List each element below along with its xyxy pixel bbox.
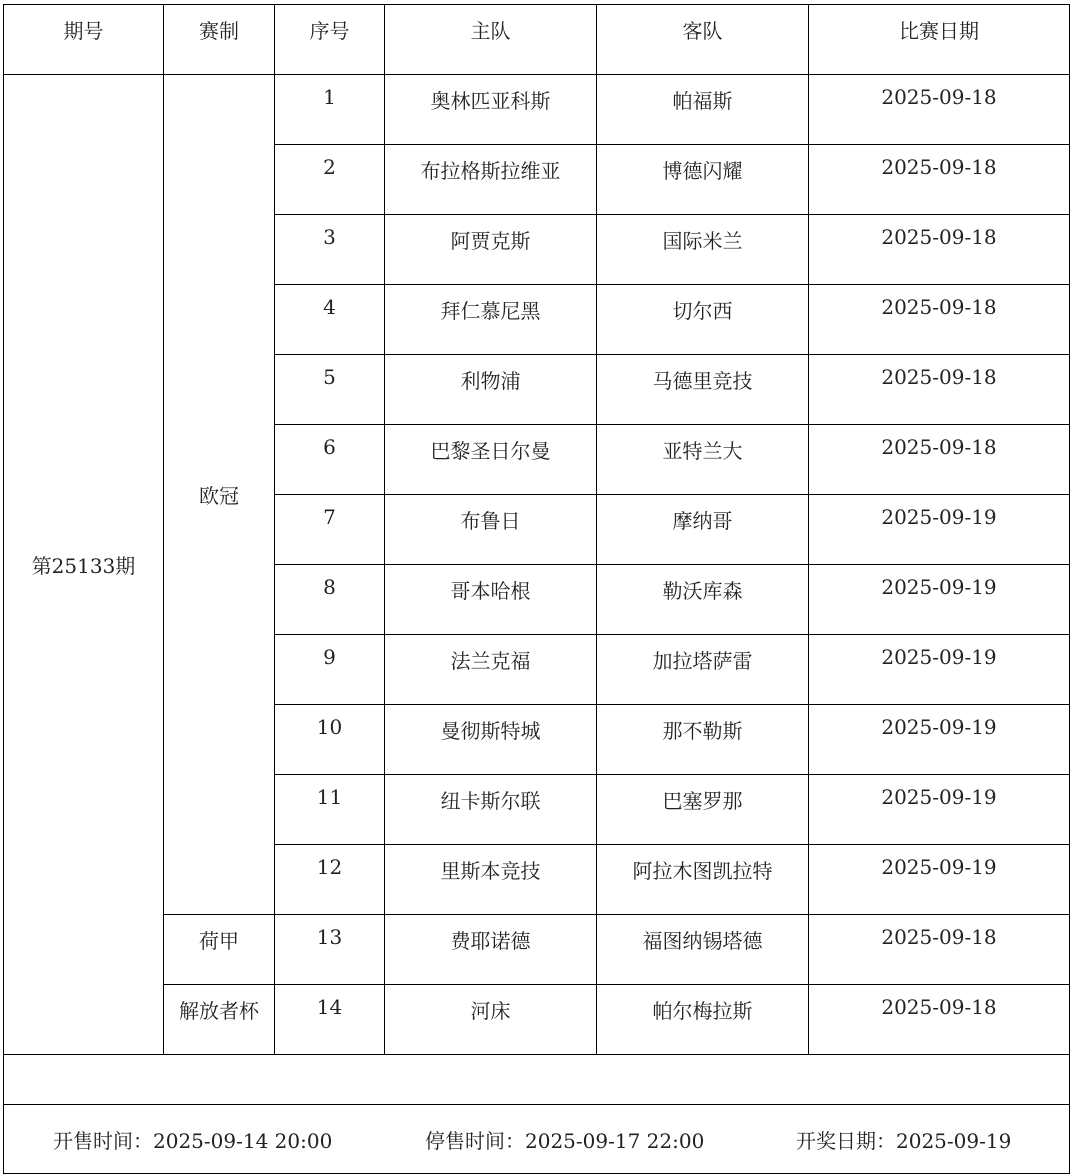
home-team: 拜仁慕尼黑 — [385, 285, 597, 355]
match-date: 2025-09-19 — [809, 845, 1069, 915]
away-team: 马德里竞技 — [597, 355, 809, 425]
match-date: 2025-09-19 — [809, 495, 1069, 565]
match-date: 2025-09-18 — [809, 425, 1069, 495]
away-team: 福图纳锡塔德 — [597, 915, 809, 985]
match-date: 2025-09-18 — [809, 985, 1069, 1055]
sale-stop-time: 停售时间：2025-09-17 22:00 — [425, 1128, 705, 1153]
away-team: 帕尔梅拉斯 — [597, 985, 809, 1055]
match-number: 11 — [275, 775, 385, 845]
away-team: 巴塞罗那 — [597, 775, 809, 845]
header-competition: 赛制 — [164, 5, 275, 75]
competition-eredivisie: 荷甲 — [164, 915, 275, 985]
header-period: 期号 — [4, 5, 164, 75]
match-number: 10 — [275, 705, 385, 775]
competition-libertadores: 解放者杯 — [164, 985, 275, 1055]
sale-start-time: 开售时间：2025-09-14 20:00 — [53, 1128, 333, 1153]
away-team: 国际米兰 — [597, 215, 809, 285]
away-team: 帕福斯 — [597, 75, 809, 145]
match-number: 2 — [275, 145, 385, 215]
header-home: 主队 — [385, 5, 597, 75]
match-date: 2025-09-18 — [809, 145, 1069, 215]
match-date: 2025-09-19 — [809, 565, 1069, 635]
sale-info-row — [4, 1105, 1069, 1173]
header-date: 比赛日期 — [809, 5, 1069, 75]
home-team: 曼彻斯特城 — [385, 705, 597, 775]
away-team: 切尔西 — [597, 285, 809, 355]
away-team: 那不勒斯 — [597, 705, 809, 775]
match-number: 6 — [275, 425, 385, 495]
match-number: 7 — [275, 495, 385, 565]
home-team: 法兰克福 — [385, 635, 597, 705]
match-number: 12 — [275, 845, 385, 915]
away-team: 摩纳哥 — [597, 495, 809, 565]
match-number: 8 — [275, 565, 385, 635]
home-team: 里斯本竞技 — [385, 845, 597, 915]
match-date: 2025-09-19 — [809, 705, 1069, 775]
header-number: 序号 — [275, 5, 385, 75]
away-team: 勒沃库森 — [597, 565, 809, 635]
away-team: 亚特兰大 — [597, 425, 809, 495]
match-date: 2025-09-18 — [809, 215, 1069, 285]
match-date: 2025-09-19 — [809, 775, 1069, 845]
match-schedule-table — [3, 4, 1070, 1174]
blank-row — [4, 1055, 1069, 1105]
draw-date: 开奖日期：2025-09-19 — [796, 1128, 1012, 1153]
away-team: 博德闪耀 — [597, 145, 809, 215]
home-team: 哥本哈根 — [385, 565, 597, 635]
away-team: 阿拉木图凯拉特 — [597, 845, 809, 915]
home-team: 利物浦 — [385, 355, 597, 425]
match-number: 3 — [275, 215, 385, 285]
home-team: 布鲁日 — [385, 495, 597, 565]
match-date: 2025-09-18 — [809, 75, 1069, 145]
match-number: 14 — [275, 985, 385, 1055]
home-team: 布拉格斯拉维亚 — [385, 145, 597, 215]
match-number: 5 — [275, 355, 385, 425]
match-date: 2025-09-18 — [809, 355, 1069, 425]
competition-ucl: 欧冠 — [164, 75, 275, 915]
home-team: 费耶诺德 — [385, 915, 597, 985]
match-date: 2025-09-19 — [809, 635, 1069, 705]
home-team: 河床 — [385, 985, 597, 1055]
match-date: 2025-09-18 — [809, 915, 1069, 985]
match-number: 4 — [275, 285, 385, 355]
home-team: 奥林匹亚科斯 — [385, 75, 597, 145]
home-team: 巴黎圣日尔曼 — [385, 425, 597, 495]
match-number: 13 — [275, 915, 385, 985]
away-team: 加拉塔萨雷 — [597, 635, 809, 705]
header-away: 客队 — [597, 5, 809, 75]
match-number: 9 — [275, 635, 385, 705]
home-team: 阿贾克斯 — [385, 215, 597, 285]
match-date: 2025-09-18 — [809, 285, 1069, 355]
period-cell: 第25133期 — [4, 75, 164, 1055]
home-team: 纽卡斯尔联 — [385, 775, 597, 845]
match-number: 1 — [275, 75, 385, 145]
